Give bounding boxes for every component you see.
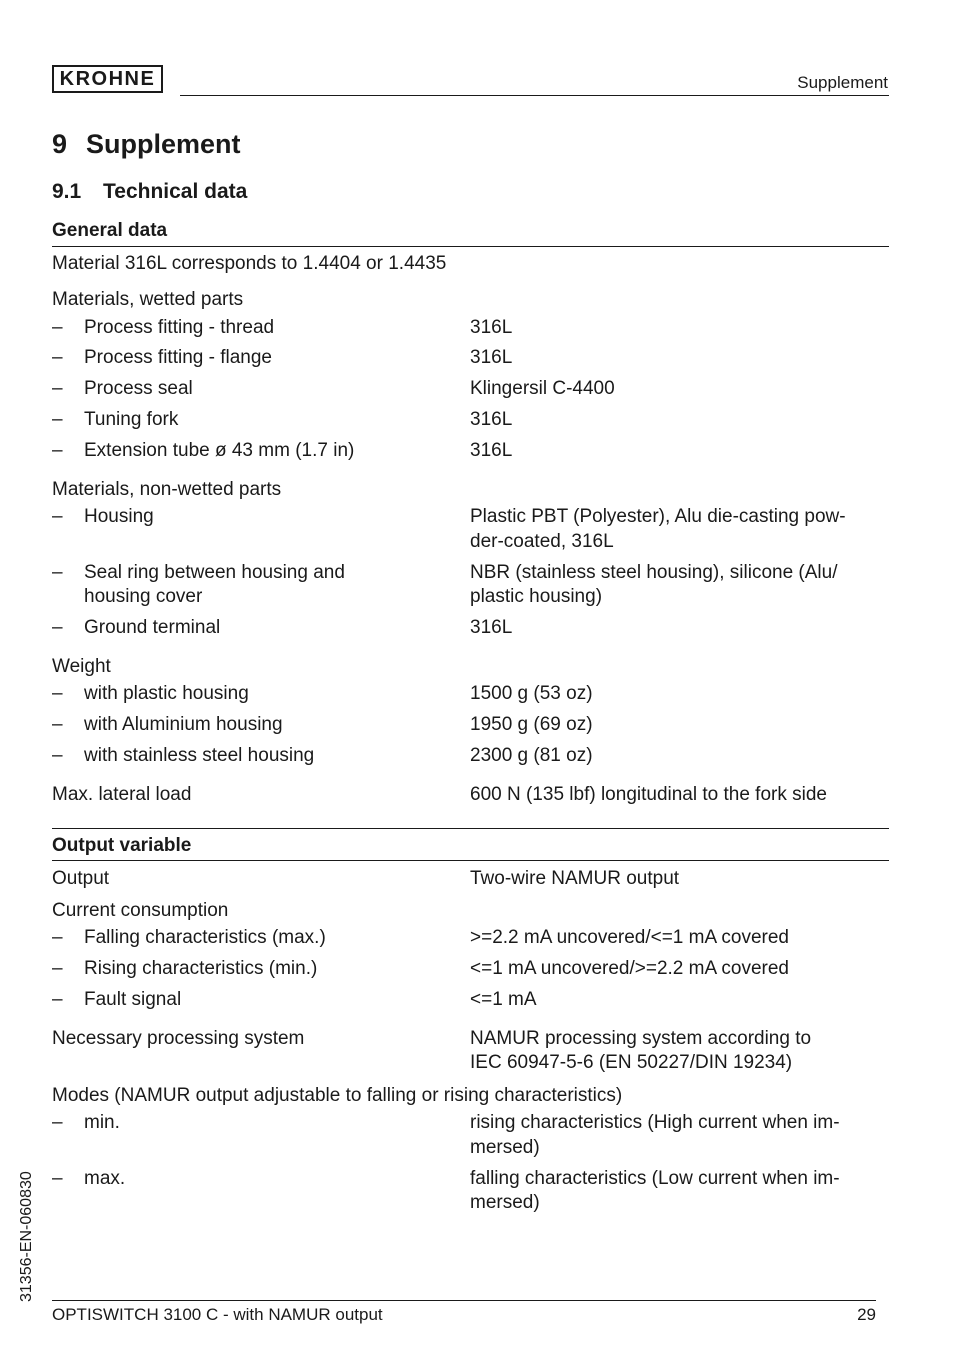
document-id: 31356-EN-060830 [18,1171,35,1302]
spec-label: Rising characteristics (min.) [84,958,318,979]
spec-label: Process fitting - flange [84,347,272,368]
list-dash: – [52,347,63,368]
list-dash: – [52,989,63,1010]
section-number: 9.1 [52,180,82,203]
list-dash: – [52,1168,63,1189]
spec-value: 316L [470,347,513,368]
non-wetted-heading: Materials, non-wetted parts [52,479,282,500]
output-variable-top-rule [52,828,889,829]
processing-value: IEC 60947-5-6 (EN 50227/DIN 19234) [470,1052,793,1073]
general-data-title: General data [52,220,168,241]
list-dash: – [52,562,63,583]
spec-value: 1500 g (53 oz) [470,683,593,704]
footer-rule [52,1300,876,1301]
output-label: Output [52,868,110,889]
spec-label: Fault signal [84,989,182,1010]
page-number: 29 [857,1305,876,1324]
spec-value: 1950 g (69 oz) [470,714,593,735]
header-rule [180,95,889,96]
list-dash: – [52,440,63,461]
spec-label: Tuning fork [84,409,179,430]
spec-label: Process seal [84,378,193,399]
spec-value: >=2.2 mA uncovered/<=1 mA covered [470,927,789,948]
list-dash: – [52,317,63,338]
general-data-rule [52,246,889,247]
spec-label: Falling characteristics (max.) [84,927,326,948]
spec-value: rising characteristics (High current when im- [470,1112,840,1133]
spec-value: Klingersil C-4400 [470,378,615,399]
current-heading: Current consumption [52,900,229,921]
list-dash: – [52,506,63,527]
spec-label: with Aluminium housing [84,714,283,735]
spec-value: Plastic PBT (Polyester), Alu die-casting pow- [470,506,846,527]
spec-label: max. [84,1168,126,1189]
spec-label: Process fitting - thread [84,317,275,338]
spec-value: <=1 mA uncovered/>=2.2 mA covered [470,958,789,979]
lateral-load-value: 600 N (135 lbf) longitudinal to the fork side [470,784,827,805]
spec-label: housing cover [84,586,203,607]
spec-label: Seal ring between housing and [84,562,345,583]
spec-value: falling characteristics (Low current when im- [470,1168,840,1189]
section-heading [52,180,247,204]
chapter-title: Supplement [86,129,241,159]
material-note: Material 316L corresponds to 1.4404 or 1.4435 [52,253,447,274]
spec-label: Ground terminal [84,617,221,638]
section-title: Technical data [103,180,248,203]
spec-value: der-coated, 316L [470,531,614,552]
output-variable-rule [52,860,889,861]
output-variable-title: Output variable [52,835,192,856]
spec-value: 316L [470,617,513,638]
modes-heading: Modes (NAMUR output adjustable to falling or rising characteristics) [52,1085,623,1106]
krohne-logo: KROHNE [52,65,163,93]
spec-value: 2300 g (81 oz) [470,745,593,766]
list-dash: – [52,958,63,979]
spec-label: with stainless steel housing [84,745,315,766]
chapter-heading [52,129,241,160]
list-dash: – [52,683,63,704]
footer-product: OPTISWITCH 3100 C - with NAMUR output [52,1305,383,1324]
spec-label: with plastic housing [84,683,249,704]
list-dash: – [52,714,63,735]
spec-value: <=1 mA [470,989,537,1010]
list-dash: – [52,378,63,399]
lateral-load-label: Max. lateral load [52,784,192,805]
output-value: Two-wire NAMUR output [470,868,680,889]
list-dash: – [52,927,63,948]
list-dash: – [52,745,63,766]
weight-heading: Weight [52,656,111,677]
list-dash: – [52,409,63,430]
spec-value: mersed) [470,1137,540,1158]
spec-label: min. [84,1112,120,1133]
processing-label: Necessary processing system [52,1028,305,1049]
spec-value: plastic housing) [470,586,603,607]
spec-value: NBR (stainless steel housing), silicone (Alu/ [470,562,838,583]
spec-value: mersed) [470,1192,540,1213]
spec-value: 316L [470,317,513,338]
header-section-label: Supplement [797,73,888,92]
wetted-heading: Materials, wetted parts [52,289,244,310]
list-dash: – [52,1112,63,1133]
processing-value: NAMUR processing system according to [470,1028,812,1049]
spec-label: Housing [84,506,154,527]
spec-value: 316L [470,440,513,461]
spec-value: 316L [470,409,513,430]
spec-label: Extension tube ø 43 mm (1.7 in) [84,440,355,461]
list-dash: – [52,617,63,638]
chapter-number: 9 [52,129,68,159]
